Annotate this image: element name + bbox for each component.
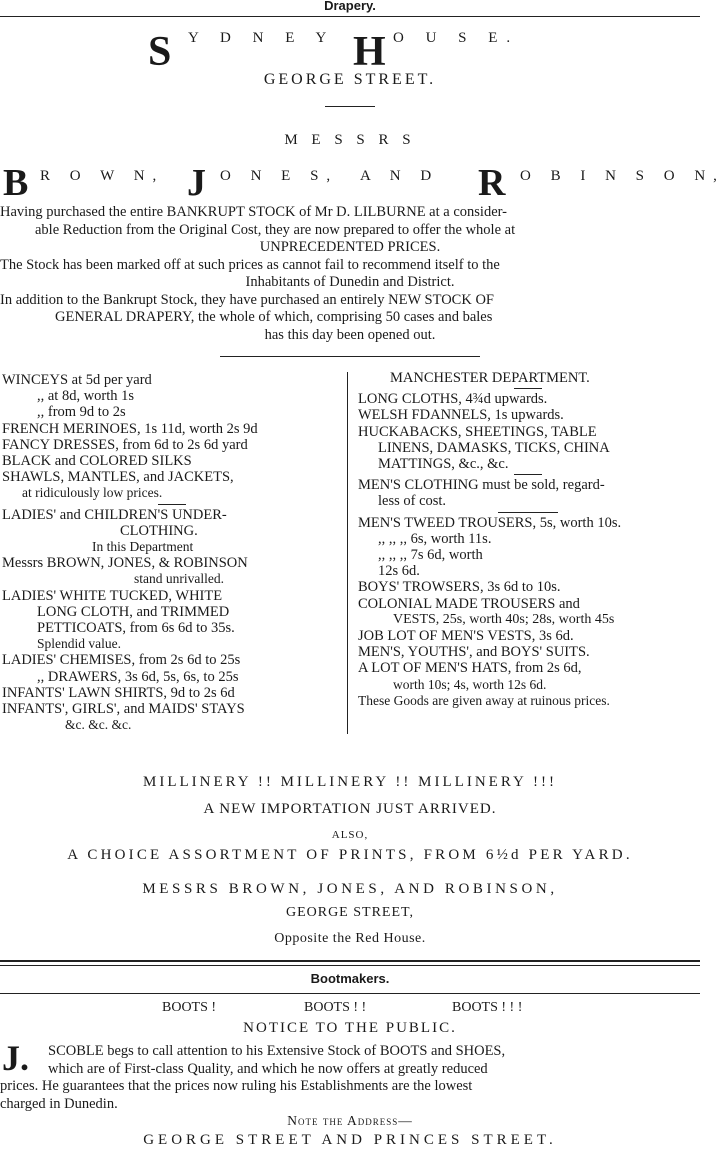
divider [0,960,700,962]
left-column [2,372,342,733]
column-divider [347,372,348,734]
list-item: COLONIAL MADE TROUSERS and [358,595,580,612]
text-line: UNPRECEDENTED PRICES. [259,239,441,255]
notice-line: NOTICE TO THE PUBLIC. [243,1020,457,1036]
list-item: WINCEYS at 5d per yard [2,372,152,388]
short-rule [325,106,375,107]
boots-1: BOOTS ! [162,1000,217,1015]
firm-part: O N E S, [220,168,339,184]
list-item: PETTICOATS, from 6s 6d to 35s. [37,620,235,637]
list-item: FRENCH MERINOES, 1s 11d, worth 2s 9d [2,420,258,437]
boots-3: BOOTS ! ! ! [452,1000,523,1015]
list-item: ,, from 9d to 2s [37,404,126,421]
firm-address-line: MESSRS BROWN, JONES, AND ROBINSON, [142,881,558,897]
divider [0,965,700,966]
text-line: has this day been opened out. [264,326,436,343]
list-item: FANCY DRESSES, from 6d to 2s 6d yard [2,436,248,453]
importation-line: A NEW IMPORTATION JUST ARRIVED. [203,801,497,817]
divider [0,993,700,994]
divider [0,16,700,17]
list-item: LONG CLOTHS, 4¾d upwards. [358,391,548,408]
list-item: LADIES' WHITE TUCKED, WHITE [2,587,223,604]
list-item: VESTS, 25s, worth 40s; 28s, worth 45s [393,611,615,627]
list-item: LADIES' and CHILDREN'S UNDER- [2,506,227,523]
list-item: Messrs BROWN, JONES, & ROBINSON [2,555,248,572]
prints-line: A CHOICE ASSORTMENT OF PRINTS, FROM 6½d PER YARD. [67,847,633,863]
list-item: INFANTS', GIRLS', and MAIDS' STAYS [2,701,245,718]
text-line: SCOBLE begs to call attention to his Extensive Stock of BOOTS and SHOES, [48,1043,506,1059]
list-item: 12s 6d. [378,563,420,580]
text-line: prices. He guarantees that the prices now ruling his Establishments are the lowest [0,1078,473,1094]
millinery-line: MILLINERY !! MILLINERY !! MILLINERY !!! [142,774,558,790]
list-item: stand unrivalled. [134,571,224,587]
text-line: charged in Dunedin. [0,1095,118,1112]
list-item: JOB LOT OF MEN'S VESTS, 3s 6d. [358,628,574,645]
list-item: BOYS' TROWSERS, 3s 6d to 10s. [358,579,561,596]
short-rule [498,512,558,513]
address-line: GEORGE STREET AND PRINCES STREET. [143,1132,557,1148]
firm-part: A N D [360,168,440,184]
firm-part: O B I N S O N, [520,168,725,184]
list-item: MEN'S TWEED TROUSERS, 5s, worth 10s. [358,514,622,531]
boots-paragraph [0,1043,700,1113]
house-title-part: Y D N E Y [188,30,336,46]
right-column [358,370,698,709]
drop-letter: H [353,29,386,75]
section-heading-drapery: Drapery. [324,0,376,13]
list-item: MANCHESTER DEPARTMENT. [390,370,590,386]
drop-letter: B [3,162,29,204]
list-item: CLOTHING. [120,522,198,539]
intro-paragraph [0,204,700,344]
list-item: ,, DRAWERS, 3s 6d, 5s, 6s, to 25s [37,668,239,685]
short-rule [158,504,186,505]
firm-part: R O W N, [40,168,165,184]
list-item: MATTINGS, &c., &c. [378,456,509,473]
text-line: In addition to the Bankrupt Stock, they have purchased an entirely NEW STOCK OF [0,291,494,308]
divider [220,356,480,357]
list-item: BLACK and COLORED SILKS [2,453,192,470]
street-line: GEORGE STREET, [285,905,415,920]
note-line: Note the Address— [287,1113,413,1128]
list-item: ,, at 8d, worth 1s [37,388,135,405]
boots-2: BOOTS ! ! [304,1000,367,1015]
list-item: These Goods are given away at ruinous prices. [358,692,610,708]
also-line: ALSO, [331,829,369,841]
short-rule [514,474,542,475]
list-item: SHAWLS, MANTLES, and JACKETS, [2,469,234,486]
text-line: Inhabitants of Dunedin and District. [245,274,455,290]
list-item: LADIES' CHEMISES, from 2s 6d to 25s [2,652,241,669]
drop-letter: R [478,162,506,204]
list-item: LONG CLOTH, and TRIMMED [37,603,230,620]
list-item: less of cost. [378,493,447,510]
text-line: The Stock has been marked off at such prices as cannot fail to recommend itself to the [0,256,500,273]
drop-letter: J. [2,1038,29,1078]
list-item: MEN'S, YOUTHS', and BOYS' SUITS. [358,644,590,661]
text-line: which are of First-class Quality, and which he now offers at greatly reduced [48,1060,488,1077]
text-line: Having purchased the entire BANKRUPT STOCK of Mr D. LILBURNE at a consider- [0,204,507,220]
drop-letter: S [148,29,172,75]
list-item: MEN'S CLOTHING must be sold, regard- [358,477,605,494]
house-title-part: O U S E. [393,30,520,46]
street-heading: GEORGE STREET. [263,71,437,88]
section-heading-bootmakers: Bootmakers. [310,971,390,986]
text-line: able Reduction from the Original Cost, they are now prepared to offer the whole at [35,221,516,238]
short-rule [514,388,542,389]
firm-heading [0,160,725,204]
messrs-heading: M E S S R S [284,132,416,148]
opposite-line: Opposite the Red House. [274,931,426,946]
list-item: ,, ,, ,, 7s 6d, worth [378,547,483,564]
list-item: worth 10s; 4s, worth 12s 6d. [393,676,547,692]
drop-letter: J [187,162,206,204]
list-item: WELSH FDANNELS, 1s upwards. [358,407,564,424]
list-item: at ridiculously low prices. [22,485,163,501]
list-item: &c. &c. &c. [65,717,132,733]
list-item: LINENS, DAMASKS, TICKS, CHINA [378,439,610,456]
list-item: ,, ,, ,, 6s, worth 11s. [378,530,492,547]
list-item: HUCKABACKS, SHEETINGS, TABLE [358,423,597,440]
list-item: A LOT OF MEN'S HATS, from 2s 6d, [358,660,582,677]
list-item: INFANTS' LAWN SHIRTS, 9d to 2s 6d [2,684,235,701]
text-line: GENERAL DRAPERY, the whole of which, comprising 50 cases and bales [55,309,493,325]
list-item: Splendid value. [37,636,121,652]
list-item: In this Department [92,539,194,555]
